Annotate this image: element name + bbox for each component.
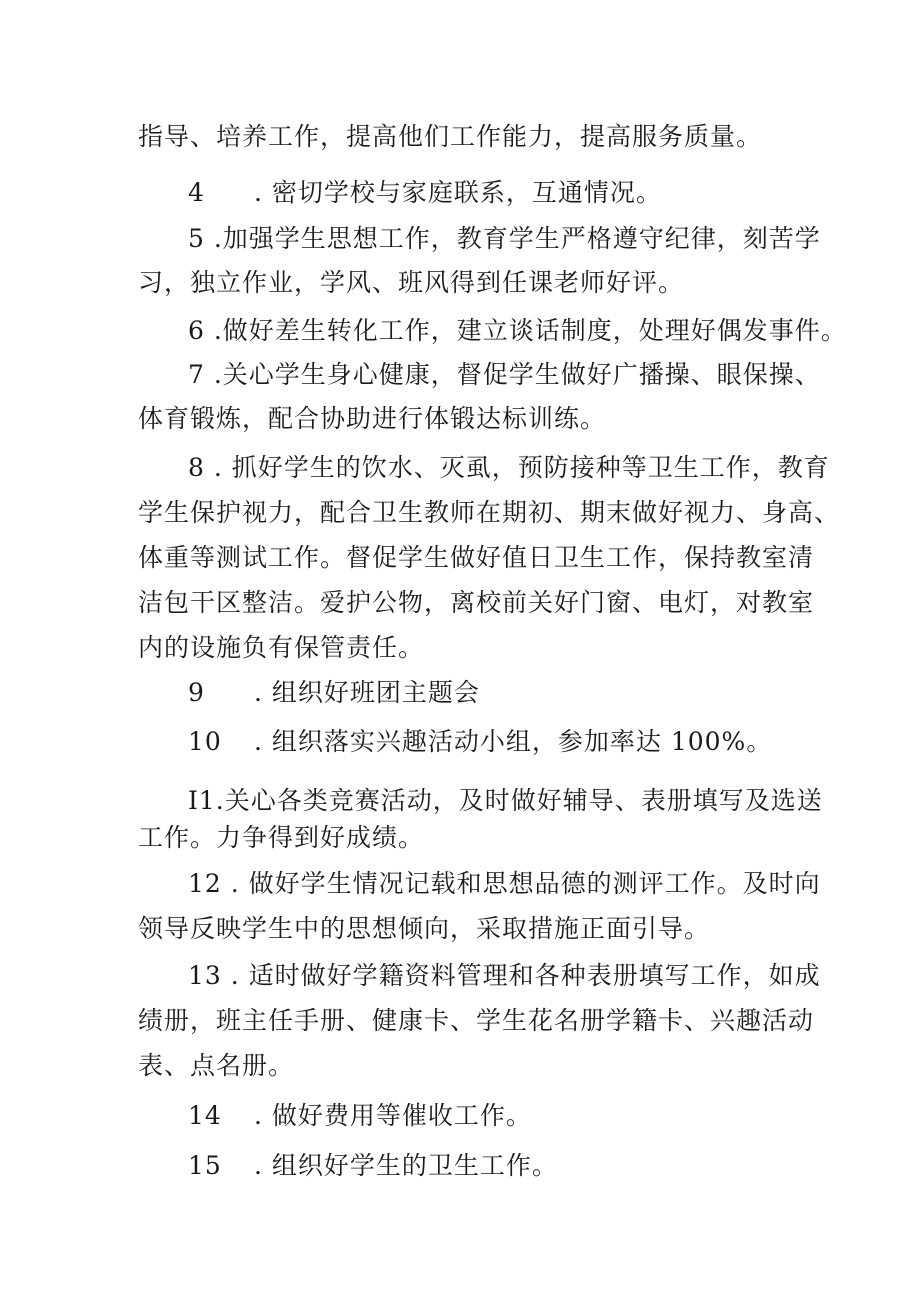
text-line: I1.关心各类竞赛活动，及时做好辅导、表册填写及选送 (188, 786, 823, 815)
item-text: . 做好费用等催收工作。 (254, 1101, 532, 1130)
item-text: . 组织好学生的卫生工作。 (254, 1151, 558, 1180)
item-number: 14 (188, 1101, 222, 1130)
text-line: 13 . 适时做好学籍资料管理和各种表册填写工作，如成 (188, 961, 821, 990)
text-line: 7 .关心学生身心健康，督促学生做好广播操、眼保操、 (188, 360, 821, 389)
list-item-4 (188, 180, 662, 205)
list-item-14 (188, 1103, 532, 1128)
text-line: 习，独立作业，学风、班风得到任课老师好评。 (138, 268, 685, 297)
item-text: . 组织好班团主题会 (254, 678, 480, 707)
text-line: 表、点名册。 (138, 1051, 295, 1080)
list-item-15 (188, 1153, 558, 1178)
text-line: 洁包干区整洁。爱护公物，离校前关好门窗、电灯，对教室 (138, 588, 815, 617)
text-line: 工作。力争得到好成绩。 (138, 823, 425, 852)
item-text: . 组织落实兴趣活动小组，参加率达 100%。 (254, 727, 773, 756)
text-line: 学生保护视力，配合卫生教师在期初、期末做好视力、身高、 (138, 498, 841, 527)
text-line: 指导、培养工作，提高他们工作能力，提高服务质量。 (138, 122, 763, 151)
text-line: 领导反映学生中的思想倾向，采取措施正面引导。 (138, 914, 711, 943)
item-text: . 密切学校与家庭联系，互通情况。 (254, 178, 662, 207)
item-number: 15 (188, 1151, 222, 1180)
item-number: 10 (188, 727, 222, 756)
list-item-10 (188, 729, 772, 754)
text-line: 8 . 抓好学生的饮水、灭虱，预防接种等卫生工作，教育 (188, 453, 830, 482)
text-line: 内的设施负有保管责任。 (138, 633, 425, 662)
item-number: 9 (188, 678, 205, 707)
text-line: 5 .加强学生思想工作，教育学生严格遵守纪律，刻苦学 (188, 224, 821, 253)
text-line: 绩册，班主任手册、健康卡、学生花名册学籍卡、兴趣活动 (138, 1006, 815, 1035)
text-line: 体重等测试工作。督促学生做好值日卫生工作，保持教室清 (138, 543, 815, 572)
item-number: 4 (188, 178, 205, 207)
text-line: 6 .做好差生转化工作，建立谈话制度，处理好偶发事件。 (188, 316, 847, 345)
list-item-9 (188, 680, 480, 705)
text-line: 12 . 做好学生情况记载和思想品德的测评工作。及时向 (188, 869, 821, 898)
text-line: 体育锻炼，配合协助进行体锻达标训练。 (138, 404, 607, 433)
